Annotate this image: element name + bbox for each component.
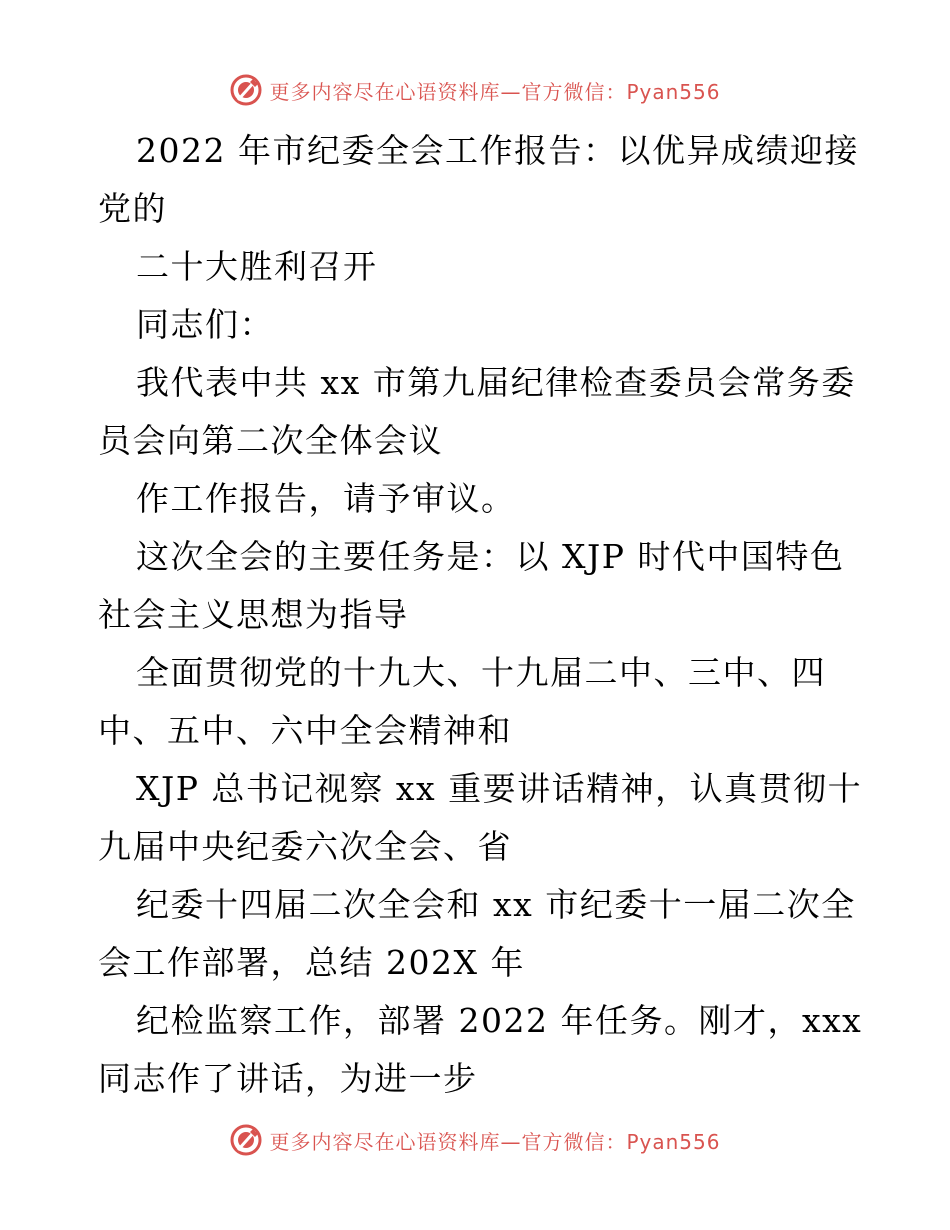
document-line: 我代表中共 xx 市第九届纪律检查委员会常务委 [136, 363, 856, 402]
document-line: 九届中央纪委六次全会、省 [98, 827, 512, 866]
document-line: 二十大胜利召开 [136, 247, 378, 286]
document-line: 中、五中、六中全会精神和 [98, 711, 512, 750]
document-line: XJP 总书记视察 xx 重要讲话精神，认真贯彻十 [136, 769, 863, 808]
document-line: 会工作部署，总结 202X 年 [98, 943, 525, 982]
document-line: 全面贯彻党的十九大、十九届二中、三中、四 [136, 653, 826, 692]
document-line: 2022 年市纪委全会工作报告：以优异成绩迎接 [136, 131, 859, 170]
header-watermark-banner [0, 70, 950, 110]
pen-seal-icon [229, 1123, 263, 1157]
watermark-text: 更多内容尽在心语资料库—官方微信：Pyan556 [269, 1129, 721, 1154]
document-line: 同志们： [136, 305, 274, 344]
watermark-text: 更多内容尽在心语资料库—官方微信：Pyan556 [269, 79, 721, 104]
pen-seal-icon [229, 73, 263, 107]
document-line: 纪检监察工作，部署 2022 年任务。刚才，xxx [136, 1001, 863, 1040]
document-line: 这次全会的主要任务是：以 XJP 时代中国特色 [136, 537, 845, 576]
document-line: 社会主义思想为指导 [98, 595, 409, 634]
footer-watermark-banner [0, 1120, 950, 1160]
document-line: 党的 [98, 189, 167, 228]
document-line: 作工作报告，请予审议。 [136, 479, 516, 518]
document-line: 同志作了讲话，为进一步 [98, 1059, 478, 1098]
document-body [98, 122, 863, 1108]
document-line: 员会向第二次全体会议 [98, 421, 443, 460]
document-line: 纪委十四届二次全会和 xx 市纪委十一届二次全 [136, 885, 856, 924]
